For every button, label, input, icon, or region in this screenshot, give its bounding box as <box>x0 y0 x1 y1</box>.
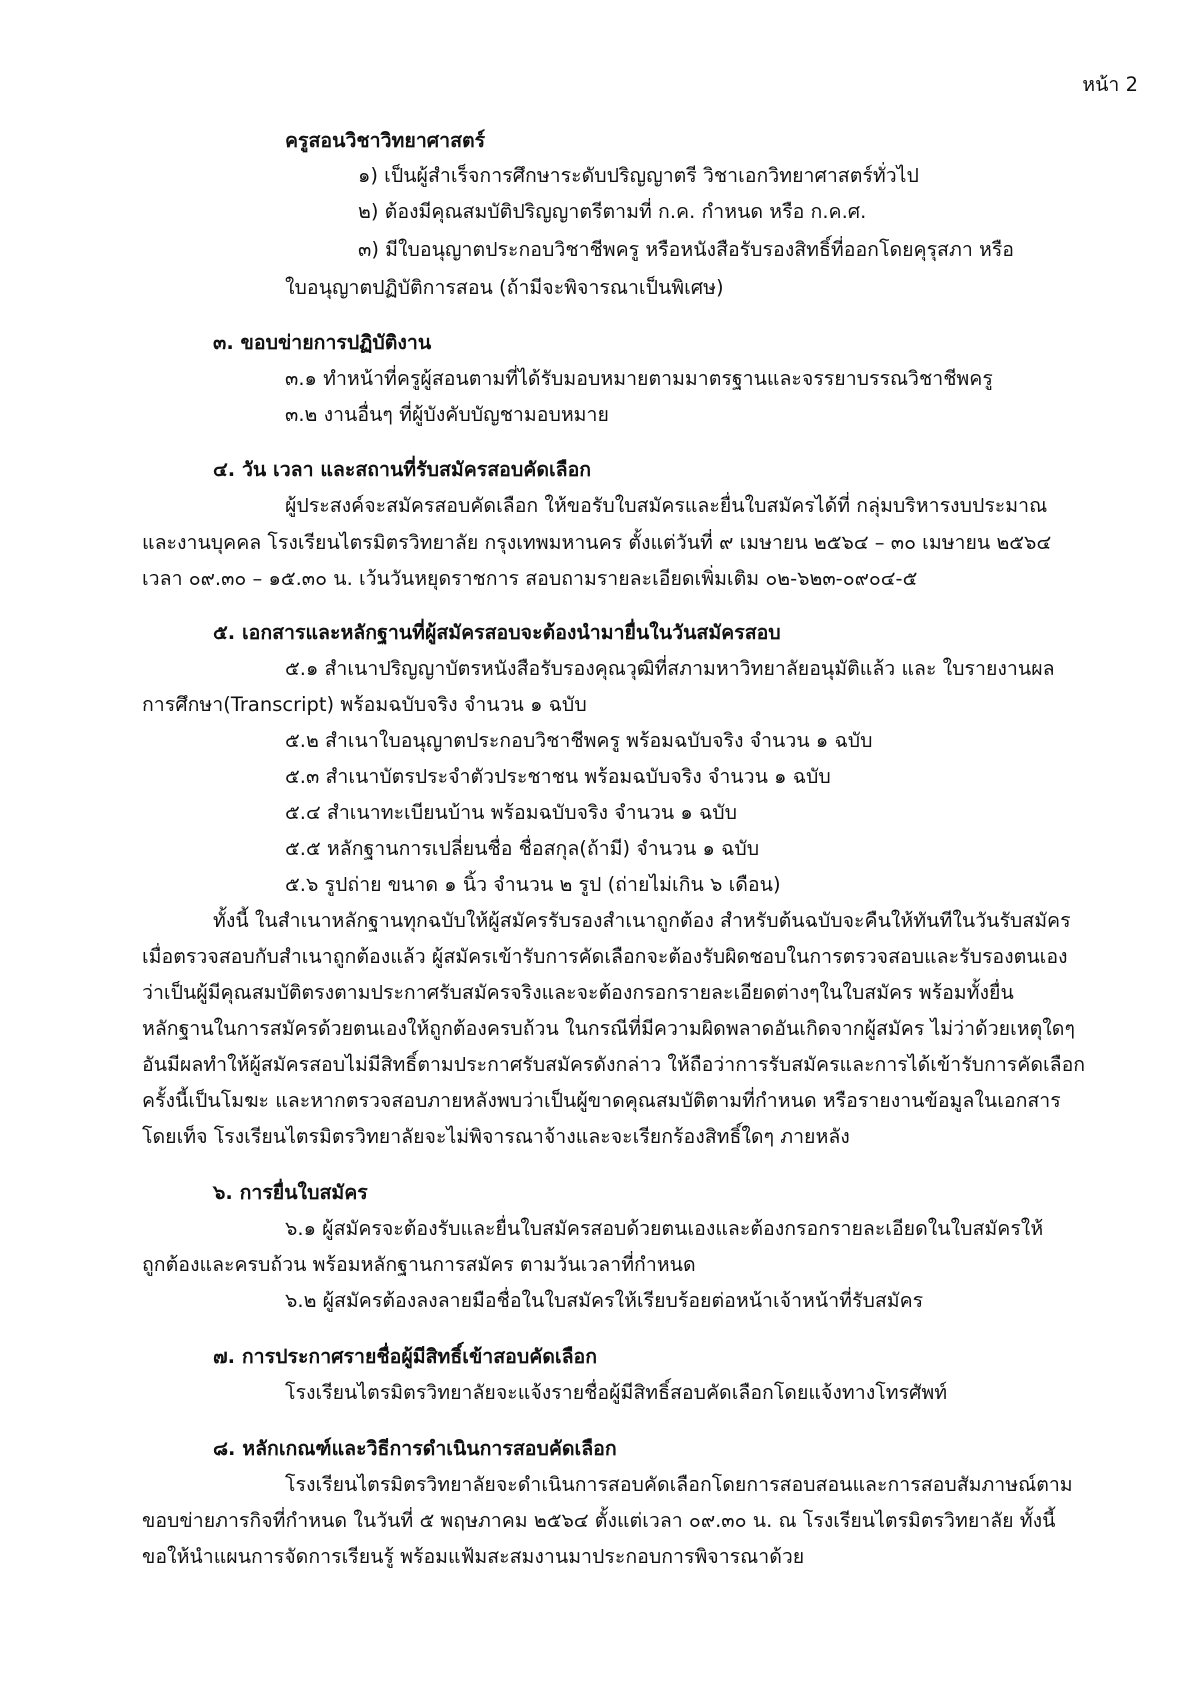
section-8-heading: ๘. หลักเกณฑ์และวิธีการดำเนินการสอบคัดเลือก <box>213 1437 617 1460</box>
section-4-line-2: และงานบุคคล โรงเรียนไตรมิตรวิทยาลัย กรุงเทพมหานคร ตั้งแต่วันที่ ๙ เมษายน ๒๕๖๔ – ๓๐ เมษายน ๒๕๖๔ <box>142 531 1052 554</box>
section-4-line-3: เวลา ๐๙.๓๐ – ๑๕.๓๐ น. เว้นวันหยุดราชการ สอบถามรายละเอียดเพิ่มเติม ๐๒-๖๒๓-๐๙๐๔-๕ <box>142 567 918 590</box>
section-8-line-1: โรงเรียนไตรมิตรวิทยาลัยจะดำเนินการสอบคัดเลือกโดยการสอบสอนและการสอบสัมภาษณ์ตาม <box>285 1473 1073 1496</box>
section-5-item-4: ๕.๔ สำเนาทะเบียนบ้าน พร้อมฉบับจริง จำนวน ๑ ฉบับ <box>285 801 738 824</box>
section-7-body: โรงเรียนไตรมิตรวิทยาลัยจะแจ้งรายชื่อผู้มีสิทธิ์สอบคัดเลือกโดยแจ้งทางโทรศัพท์ <box>285 1381 948 1404</box>
section-6-item-2: ๖.๒ ผู้สมัครต้องลงลายมือชื่อในใบสมัครให้เรียบร้อยต่อหน้าเจ้าหน้าที่รับสมัคร <box>285 1289 924 1312</box>
section-5-note-line-4: หลักฐานในการสมัครด้วยตนเองให้ถูกต้องครบถ้วน ในกรณีที่มีความผิดพลาดอันเกิดจากผู้สมัคร ไม่ว่าด้วยเหตุใดๆ <box>142 1017 1075 1040</box>
section-5-note-line-7: โดยเท็จ โรงเรียนไตรมิตรวิทยาลัยจะไม่พิจารณาจ้างและจะเรียกร้องสิทธิ์ใดๆ ภายหลัง <box>142 1125 850 1148</box>
section-3-heading: ๓. ขอบข่ายการปฏิบัติงาน <box>213 331 432 354</box>
section-5-note-line-3: ว่าเป็นผู้มีคุณสมบัติตรงตามประกาศรับสมัครจริงและจะต้องกรอกรายละเอียดต่างๆในใบสมัคร พร้อมทั้งยื่น <box>142 981 1014 1004</box>
section-5-note-line-1: ทั้งนี้ ในสำเนาหลักฐานทุกฉบับให้ผู้สมัครรับรองสำเนาถูกต้อง สำหรับต้นฉบับจะคืนให้ทันทีในวันรับสมัคร <box>213 909 1071 932</box>
section-6-item-1: ๖.๑ ผู้สมัครจะต้องรับและยื่นใบสมัครสอบด้วยตนเองและต้องกรอกรายละเอียดในใบสมัครให้ <box>285 1217 1044 1240</box>
section-5-note-line-2: เมื่อตรวจสอบกับสำเนาถูกต้องแล้ว ผู้สมัครเข้ารับการคัดเลือกจะต้องรับผิดชอบในการตรวจสอบและรับรองตนเอง <box>142 945 1068 968</box>
science-item-3: ๓) มีใบอนุญาตประกอบวิชาชีพครู หรือหนังสือรับรองสิทธิ์ที่ออกโดยคุรุสภา หรือ <box>358 238 1015 261</box>
section-5-item-3: ๕.๓ สำเนาบัตรประจำตัวประชาชน พร้อมฉบับจริง จำนวน ๑ ฉบับ <box>285 765 831 788</box>
science-item-1: ๑) เป็นผู้สำเร็จการศึกษาระดับปริญญาตรี วิชาเอกวิทยาศาสตร์ทั่วไป <box>358 164 919 187</box>
science-item-2: ๒) ต้องมีคุณสมบัติปริญญาตรีตามที่ ก.ค. กำหนด หรือ ก.ค.ศ. <box>358 200 867 223</box>
science-item-3-continued: ใบอนุญาตปฏิบัติการสอน (ถ้ามีจะพิจารณาเป็นพิเศษ) <box>285 276 724 299</box>
section-5-item-6: ๕.๖ รูปถ่าย ขนาด ๑ นิ้ว จำนวน ๒ รูป (ถ่ายไม่เกิน ๖ เดือน) <box>285 873 781 896</box>
section-3-item-1: ๓.๑ ทำหน้าที่ครูผู้สอนตามที่ได้รับมอบหมายตามมาตรฐานและจรรยาบรรณวิชาชีพครู <box>285 367 993 390</box>
section-5-note-line-6: ครั้งนี้เป็นโมฆะ และหากตรวจสอบภายหลังพบว่าเป็นผู้ขาดคุณสมบัติตามที่กำหนด หรือรายงานข้อมูลในเอกสาร <box>142 1089 1061 1112</box>
page-number: หน้า 2 <box>1082 73 1138 96</box>
section-6-heading: ๖. การยื่นใบสมัคร <box>213 1181 368 1204</box>
section-3-item-2: ๓.๒ งานอื่นๆ ที่ผู้บังคับบัญชามอบหมาย <box>285 403 609 426</box>
section-7-heading: ๗. การประกาศรายชื่อผู้มีสิทธิ์เข้าสอบคัดเลือก <box>213 1345 598 1368</box>
section-5-item-2: ๕.๒ สำเนาใบอนุญาตประกอบวิชาชีพครู พร้อมฉบับจริง จำนวน ๑ ฉบับ <box>285 729 873 752</box>
section-8-line-2: ขอบข่ายภารกิจที่กำหนด ในวันที่ ๕ พฤษภาคม ๒๕๖๔ ตั้งแต่เวลา ๐๙.๓๐ น. ณ โรงเรียนไตรมิตรวิทยาลัย ทั้งนี้ <box>142 1509 1056 1532</box>
section-4-line-1: ผู้ประสงค์จะสมัครสอบคัดเลือก ให้ขอรับใบสมัครและยื่นใบสมัครได้ที่ กลุ่มบริหารงบประมาณ <box>285 494 1048 517</box>
section-6-item-1-continued: ถูกต้องและครบถ้วน พร้อมหลักฐานการสมัคร ตามวันเวลาที่กำหนด <box>142 1253 696 1276</box>
section-5-item-1-continued: การศึกษา(Transcript) พร้อมฉบับจริง จำนวน ๑ ฉบับ <box>142 693 587 716</box>
section-5-item-1: ๕.๑ สำเนาปริญญาบัตรหนังสือรับรองคุณวุฒิที่สภามหาวิทยาลัยอนุมัติแล้ว และ ใบรายงานผล <box>285 657 1055 680</box>
section-5-heading: ๕. เอกสารและหลักฐานที่ผู้สมัครสอบจะต้องนำมายื่นในวันสมัครสอบ <box>213 621 781 644</box>
science-teacher-heading: ครูสอนวิชาวิทยาศาสตร์ <box>285 129 486 152</box>
section-4-heading: ๔. วัน เวลา และสถานที่รับสมัครสอบคัดเลือก <box>213 458 592 481</box>
section-5-note-line-5: อันมีผลทำให้ผู้สมัครสอบไม่มีสิทธิ์ตามประกาศรับสมัครดังกล่าว ให้ถือว่าการรับสมัครและการได้เข้ารับการคัดเลือก <box>142 1053 1086 1076</box>
section-8-line-3: ขอให้นำแผนการจัดการเรียนรู้ พร้อมแฟ้มสะสมงานมาประกอบการพิจารณาด้วย <box>142 1545 805 1568</box>
section-5-item-5: ๕.๕ หลักฐานการเปลี่ยนชื่อ ชื่อสกุล(ถ้ามี) จำนวน ๑ ฉบับ <box>285 837 760 860</box>
